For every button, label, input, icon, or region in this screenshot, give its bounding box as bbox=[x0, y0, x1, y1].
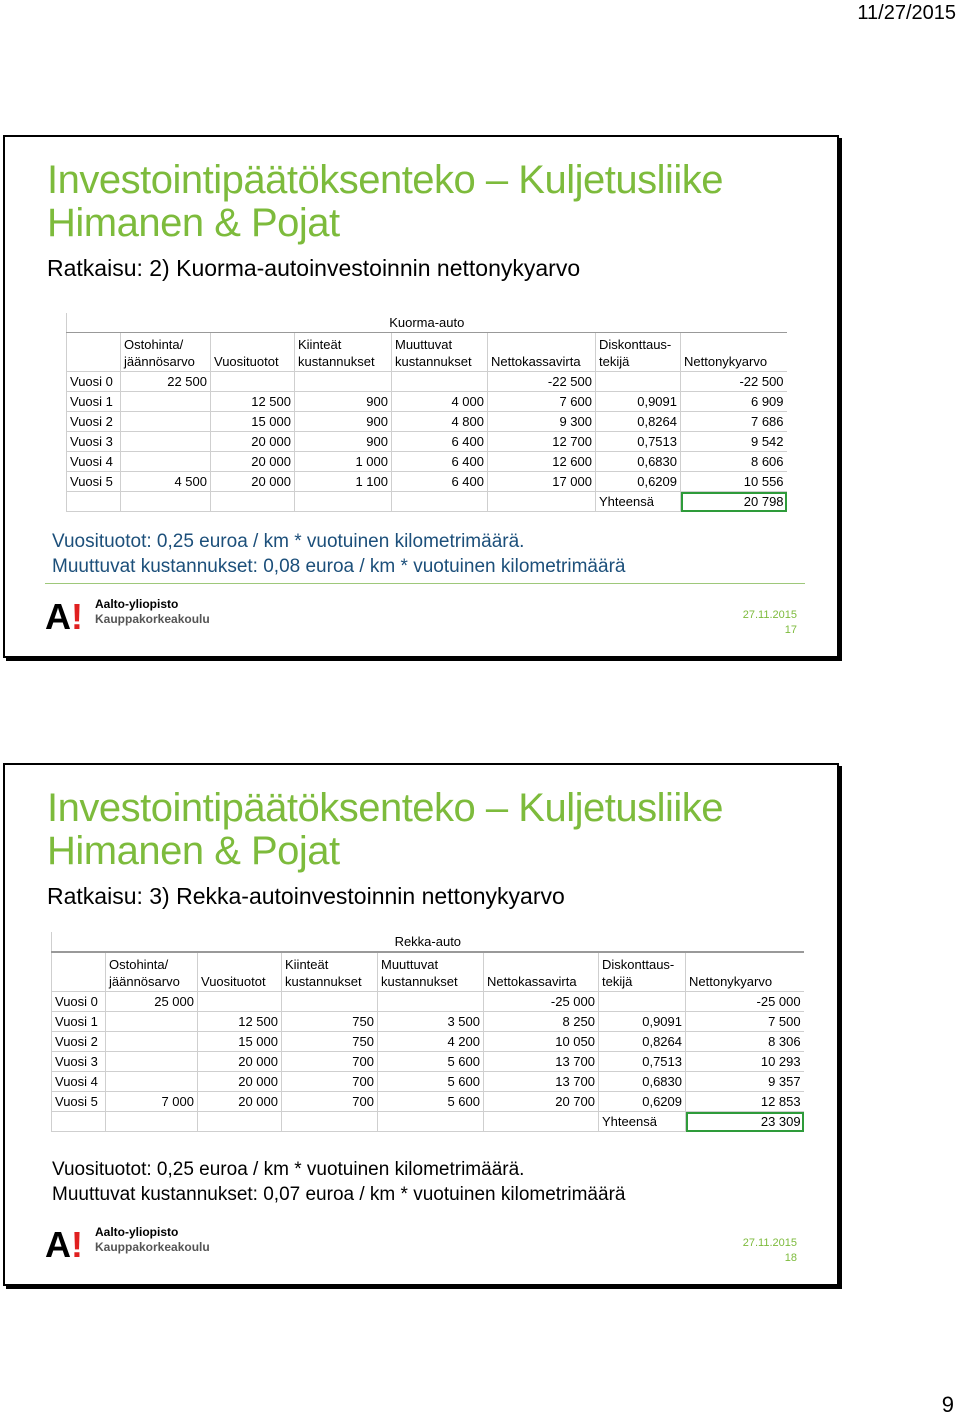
title-line-2: Himanen & Pojat bbox=[47, 201, 340, 245]
table-cell: 5 600 bbox=[378, 1092, 484, 1112]
table-cell bbox=[295, 372, 392, 392]
footer-divider bbox=[45, 583, 805, 584]
npv-table bbox=[51, 932, 804, 1132]
table-cell: 8 606 bbox=[681, 452, 787, 472]
table-cell: 6 400 bbox=[392, 432, 488, 452]
table-cell: 7 600 bbox=[488, 392, 596, 412]
table-cell: 0,6209 bbox=[599, 1092, 686, 1112]
table-cell: 25 000 bbox=[106, 992, 198, 1012]
column-header: Nettonykyarvo bbox=[686, 952, 804, 992]
table-cell: 7 500 bbox=[686, 1012, 804, 1032]
column-header: Nettokassavirta bbox=[484, 952, 599, 992]
page-number: 9 bbox=[941, 1392, 954, 1417]
table-cell bbox=[392, 372, 488, 392]
table-cell: -22 500 bbox=[681, 372, 787, 392]
table-row bbox=[52, 1052, 804, 1072]
row-label: Vuosi 4 bbox=[52, 1072, 106, 1092]
title-line-1: Investointipäätöksenteko – Kuljetusliike bbox=[47, 786, 723, 830]
empty-cell bbox=[211, 492, 295, 512]
table-header-row bbox=[52, 952, 804, 992]
total-value: 20 798 bbox=[681, 492, 787, 512]
logo-line-1: Aalto-yliopisto bbox=[95, 1225, 179, 1239]
empty-cell bbox=[484, 1112, 599, 1132]
table-cell: 1 100 bbox=[295, 472, 392, 492]
table-cell: 20 000 bbox=[198, 1052, 282, 1072]
table-cell bbox=[378, 992, 484, 1012]
table-row bbox=[67, 392, 787, 412]
table-cell: 6 909 bbox=[681, 392, 787, 412]
table-cell: 15 000 bbox=[198, 1032, 282, 1052]
table-cell bbox=[106, 1052, 198, 1072]
table-cell: 4 800 bbox=[392, 412, 488, 432]
table-cell: 3 500 bbox=[378, 1012, 484, 1032]
table-cell: 700 bbox=[282, 1072, 378, 1092]
table-caption: Kuorma-auto bbox=[67, 313, 787, 333]
table-cell: 900 bbox=[295, 412, 392, 432]
column-header bbox=[67, 333, 121, 372]
logo-line-2: Kauppakorkeakoulu bbox=[95, 612, 210, 626]
aalto-logo bbox=[45, 1223, 215, 1263]
table-row bbox=[52, 1012, 804, 1032]
table-cell: 750 bbox=[282, 1012, 378, 1032]
table-cell: 15 000 bbox=[211, 412, 295, 432]
table-cell: 700 bbox=[282, 1052, 378, 1072]
table-cell: 17 000 bbox=[488, 472, 596, 492]
table-cell: 12 500 bbox=[198, 1012, 282, 1032]
table-cell: 12 500 bbox=[211, 392, 295, 412]
slide-title bbox=[47, 787, 723, 873]
table-row bbox=[52, 1032, 804, 1052]
table-cell: 9 357 bbox=[686, 1072, 804, 1092]
table-cell: 8 306 bbox=[686, 1032, 804, 1052]
table-cell bbox=[599, 992, 686, 1012]
slide-date: 27.11.2015 bbox=[742, 1237, 797, 1249]
table-header-row bbox=[67, 333, 787, 372]
table-row bbox=[67, 412, 787, 432]
logo-line-1: Aalto-yliopisto bbox=[95, 597, 179, 611]
table-cell: 12 700 bbox=[488, 432, 596, 452]
row-label: Vuosi 5 bbox=[52, 1092, 106, 1112]
table-cell: 20 000 bbox=[211, 432, 295, 452]
table-cell: 4 500 bbox=[121, 472, 211, 492]
table-cell: 0,8264 bbox=[596, 412, 681, 432]
row-label: Vuosi 5 bbox=[67, 472, 121, 492]
table-cell: 20 000 bbox=[211, 452, 295, 472]
table-cell: 5 600 bbox=[378, 1052, 484, 1072]
slide-title bbox=[47, 159, 723, 245]
table-cell: 1 000 bbox=[295, 452, 392, 472]
aalto-logo-mark: A! bbox=[45, 1224, 83, 1265]
column-header bbox=[52, 952, 106, 992]
table-row bbox=[52, 992, 804, 1012]
note-revenue: Vuosituotot: 0,25 euroa / km * vuotuinen kilometrimäärä. bbox=[52, 531, 525, 552]
table-cell: 750 bbox=[282, 1032, 378, 1052]
table-caption-row bbox=[52, 932, 804, 952]
table-total-row bbox=[67, 492, 787, 512]
row-label: Vuosi 4 bbox=[67, 452, 121, 472]
aalto-logo bbox=[45, 595, 215, 635]
table-cell: 0,6209 bbox=[596, 472, 681, 492]
table-cell: 900 bbox=[295, 392, 392, 412]
table-cell bbox=[211, 372, 295, 392]
table-cell: 6 400 bbox=[392, 472, 488, 492]
table-total-row bbox=[52, 1112, 804, 1132]
table-cell bbox=[282, 992, 378, 1012]
table-cell bbox=[198, 992, 282, 1012]
table-cell: 10 050 bbox=[484, 1032, 599, 1052]
table-cell bbox=[106, 1012, 198, 1032]
slide-subtitle: Ratkaisu: 2) Kuorma-autoinvestoinnin nettonykyarvo bbox=[47, 255, 581, 281]
table-row bbox=[67, 452, 787, 472]
column-header: Muuttuvat kustannukset bbox=[378, 952, 484, 992]
slide-17 bbox=[3, 135, 839, 658]
table-cell: 4 000 bbox=[392, 392, 488, 412]
empty-cell bbox=[198, 1112, 282, 1132]
table-cell bbox=[121, 432, 211, 452]
slide-subtitle: Ratkaisu: 3) Rekka-autoinvestoinnin nettonykyarvo bbox=[47, 883, 565, 909]
title-line-2: Himanen & Pojat bbox=[47, 829, 340, 873]
table-cell: 13 700 bbox=[484, 1072, 599, 1092]
column-header: Nettonykyarvo bbox=[681, 333, 787, 372]
row-label: Vuosi 3 bbox=[67, 432, 121, 452]
column-header: Vuosituotot bbox=[211, 333, 295, 372]
table-cell: 9 300 bbox=[488, 412, 596, 432]
table-cell: 20 000 bbox=[198, 1092, 282, 1112]
row-label: Vuosi 0 bbox=[67, 372, 121, 392]
empty-cell bbox=[121, 492, 211, 512]
table-cell: 7 686 bbox=[681, 412, 787, 432]
logo-line-2: Kauppakorkeakoulu bbox=[95, 1240, 210, 1254]
column-header: Kiinteät kustannukset bbox=[295, 333, 392, 372]
notes bbox=[52, 1157, 625, 1207]
row-label: Vuosi 1 bbox=[52, 1012, 106, 1032]
page-date: 11/27/2015 bbox=[857, 2, 956, 24]
column-header: Diskonttaus- tekijä bbox=[596, 333, 681, 372]
table-cell bbox=[121, 412, 211, 432]
row-label: Vuosi 3 bbox=[52, 1052, 106, 1072]
table-cell: 20 000 bbox=[198, 1072, 282, 1092]
table-cell: 5 600 bbox=[378, 1072, 484, 1092]
empty-cell bbox=[106, 1112, 198, 1132]
table-cell: 12 600 bbox=[488, 452, 596, 472]
empty-cell bbox=[392, 492, 488, 512]
slide-date: 27.11.2015 bbox=[742, 609, 797, 621]
row-label: Vuosi 2 bbox=[67, 412, 121, 432]
slide-number: 18 bbox=[784, 1252, 797, 1264]
table-cell: -25 000 bbox=[686, 992, 804, 1012]
empty-cell bbox=[67, 492, 121, 512]
table-row bbox=[67, 372, 787, 392]
table-cell: 12 853 bbox=[686, 1092, 804, 1112]
slide-18 bbox=[3, 763, 839, 1286]
table-cell: 0,7513 bbox=[596, 432, 681, 452]
title-line-1: Investointipäätöksenteko – Kuljetusliike bbox=[47, 158, 723, 202]
table-cell bbox=[106, 1072, 198, 1092]
table-cell: 0,6830 bbox=[596, 452, 681, 472]
total-label: Yhteensä bbox=[596, 492, 681, 512]
table-row bbox=[52, 1092, 804, 1112]
column-header: Ostohinta/ jäännösarvo bbox=[121, 333, 211, 372]
table-cell: 13 700 bbox=[484, 1052, 599, 1072]
row-label: Vuosi 2 bbox=[52, 1032, 106, 1052]
table-cell: 22 500 bbox=[121, 372, 211, 392]
table-cell: 4 200 bbox=[378, 1032, 484, 1052]
table-cell: 0,9091 bbox=[596, 392, 681, 412]
total-label: Yhteensä bbox=[599, 1112, 686, 1132]
column-header: Vuosituotot bbox=[198, 952, 282, 992]
table-cell: 6 400 bbox=[392, 452, 488, 472]
row-label: Vuosi 0 bbox=[52, 992, 106, 1012]
table-cell: 0,7513 bbox=[599, 1052, 686, 1072]
table-caption: Rekka-auto bbox=[52, 932, 804, 952]
aalto-logo-mark: A! bbox=[45, 596, 83, 637]
notes bbox=[52, 529, 625, 579]
table-cell: 0,9091 bbox=[599, 1012, 686, 1032]
row-label: Vuosi 1 bbox=[67, 392, 121, 412]
table-cell: 20 000 bbox=[211, 472, 295, 492]
table-cell: 10 293 bbox=[686, 1052, 804, 1072]
note-variable-costs: Muuttuvat kustannukset: 0,08 euroa / km * vuotuinen kilometrimäärä bbox=[52, 556, 626, 577]
table-cell: 10 556 bbox=[681, 472, 787, 492]
table-caption-row bbox=[67, 313, 787, 333]
column-header: Muuttuvat kustannukset bbox=[392, 333, 488, 372]
note-revenue: Vuosituotot: 0,25 euroa / km * vuotuinen kilometrimäärä. bbox=[52, 1159, 525, 1180]
table-row bbox=[67, 472, 787, 492]
table-row bbox=[67, 432, 787, 452]
table-cell: -22 500 bbox=[488, 372, 596, 392]
column-header: Ostohinta/ jäännösarvo bbox=[106, 952, 198, 992]
table-cell: 0,8264 bbox=[599, 1032, 686, 1052]
table-cell bbox=[121, 452, 211, 472]
total-value: 23 309 bbox=[686, 1112, 804, 1132]
table-cell bbox=[106, 1032, 198, 1052]
table-row bbox=[52, 1072, 804, 1092]
table-cell: 20 700 bbox=[484, 1092, 599, 1112]
table-cell: 9 542 bbox=[681, 432, 787, 452]
slide-number: 17 bbox=[784, 624, 797, 636]
table-cell: 7 000 bbox=[106, 1092, 198, 1112]
npv-table bbox=[66, 313, 787, 512]
column-header: Kiinteät kustannukset bbox=[282, 952, 378, 992]
table-cell bbox=[596, 372, 681, 392]
table-cell: 700 bbox=[282, 1092, 378, 1112]
table-cell: 900 bbox=[295, 432, 392, 452]
empty-cell bbox=[52, 1112, 106, 1132]
column-header: Nettokassavirta bbox=[488, 333, 596, 372]
empty-cell bbox=[488, 492, 596, 512]
empty-cell bbox=[378, 1112, 484, 1132]
table-cell: 0,6830 bbox=[599, 1072, 686, 1092]
note-variable-costs: Muuttuvat kustannukset: 0,07 euroa / km * vuotuinen kilometrimäärä bbox=[52, 1184, 626, 1205]
table-cell: 8 250 bbox=[484, 1012, 599, 1032]
table-cell: -25 000 bbox=[484, 992, 599, 1012]
empty-cell bbox=[282, 1112, 378, 1132]
table-cell bbox=[121, 392, 211, 412]
column-header: Diskonttaus- tekijä bbox=[599, 952, 686, 992]
empty-cell bbox=[295, 492, 392, 512]
